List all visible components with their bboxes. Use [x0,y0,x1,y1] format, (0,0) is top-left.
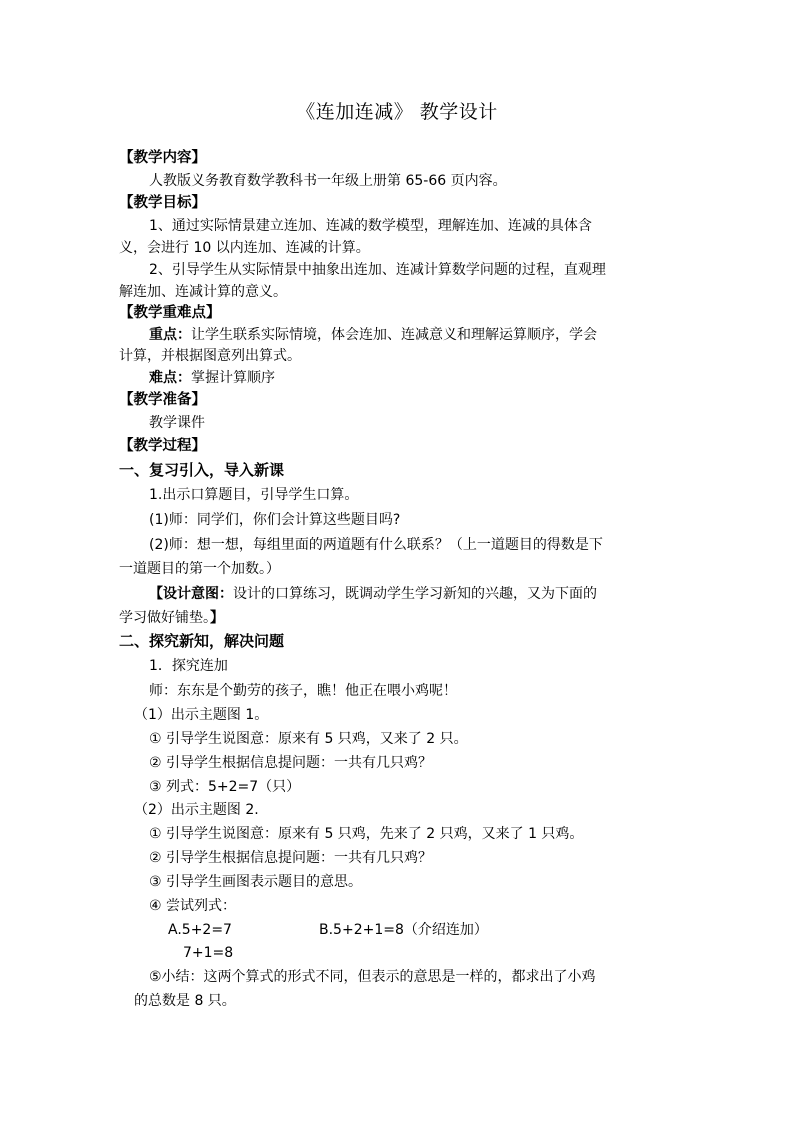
step-2-heading: （2）出示主题图 2. [134,802,259,818]
heading-preparation: 【教学准备】 [119,392,206,408]
teacher-line: 师：东东是个勤劳的孩子，瞧！他正在喂小鸡呢！ [149,683,457,699]
step-2-c: ③ 引导学生画图表示题目的意思。 [149,874,363,890]
part-1-question-2-line-2: 一道题目的第一个加数。） [119,561,280,577]
design-intent-text-2: 学习做好铺垫。 [119,610,210,626]
difficulty-text: 掌握计算顺序 [191,370,275,386]
summary-line-2: 的总数是 8 只。 [134,993,236,1009]
part-2-heading: 二、探究新知，解决问题 [119,632,285,650]
heading-teaching-goals: 【教学目标】 [119,195,206,211]
preparation-text: 教学课件 [149,415,205,431]
goal-1-line-2: 义，会进行 10 以内连加、连减的计算。 [119,240,370,256]
design-intent-label: 【设计意图： [149,586,233,602]
option-b: B.5+2+1=8（介绍连加） [319,922,488,938]
part-1-question-2-line-1: (2)师：想一想，每组里面的两道题有什么联系？（上一道题目的得数是下 [149,537,603,553]
step-2-a: ① 引导学生说图意：原来有 5 只鸡，先来了 2 只鸡，又来了 1 只鸡。 [149,826,584,842]
heading-key-points: 【教学重难点】 [119,305,221,321]
document-title: 《连加连减》 教学设计 [296,101,498,123]
heading-teaching-content: 【教学内容】 [119,150,206,166]
difficulty-line [149,369,275,387]
goal-2-line-1: 2、引导学生从实际情景中抽象出连加、连减计算数学问题的过程，直观理 [149,262,606,278]
key-point-text: 让学生联系实际情境，体会连加、连减意义和理解运算顺序，学会 [191,327,597,343]
option-a-line-2: 7+1=8 [183,945,234,961]
step-1-heading: （1）出示主题图 1。 [134,707,269,723]
step-1-b: ② 引导学生根据信息提问题：一共有几只鸡？ [149,755,432,771]
heading-process: 【教学过程】 [119,438,206,454]
key-point-label: 重点： [149,327,191,343]
design-intent-line-1 [149,585,597,603]
part-1-item-1: 1.出示口算题目，引导学生口算。 [149,487,359,503]
design-intent-line-2 [119,609,224,627]
step-2-d: ④ 尝试列式： [149,898,237,914]
part-1-heading: 一、复习引入，导入新课 [119,461,285,479]
step-2-b: ② 引导学生根据信息提问题：一共有几只鸡？ [149,850,432,866]
part-2-item-1: 1．探究连加 [149,658,228,674]
step-1-a: ① 引导学生说图意：原来有 5 只鸡，又来了 2 只。 [149,731,468,747]
summary-line-1: ⑤小结：这两个算式的形式不同，但表示的意思是一样的，都求出了小鸡 [149,969,596,985]
key-point-line-1 [149,326,597,344]
difficulty-label: 难点： [149,370,191,386]
design-intent-text: 设计的口算练习，既调动学生学习新知的兴趣，又为下面的 [233,586,597,602]
teaching-content-text: 人教版义务教育数学教科书一年级上册第 65-66 页内容。 [149,173,507,189]
goal-2-line-2: 解连加、连减计算的意义。 [119,284,287,300]
part-1-question-1: (1)师：同学们，你们会计算这些题目吗? [149,512,401,528]
step-1-c: ③ 列式：5+2=7（只） [149,779,301,795]
option-a-line-1: A.5+2=7 [168,922,232,938]
key-point-line-2: 计算，并根据图意列出算式。 [119,348,301,364]
design-intent-close: 】 [210,610,224,626]
goal-1-line-1: 1、通过实际情景建立连加、连减的数学模型，理解连加、连减的具体含 [149,218,592,234]
